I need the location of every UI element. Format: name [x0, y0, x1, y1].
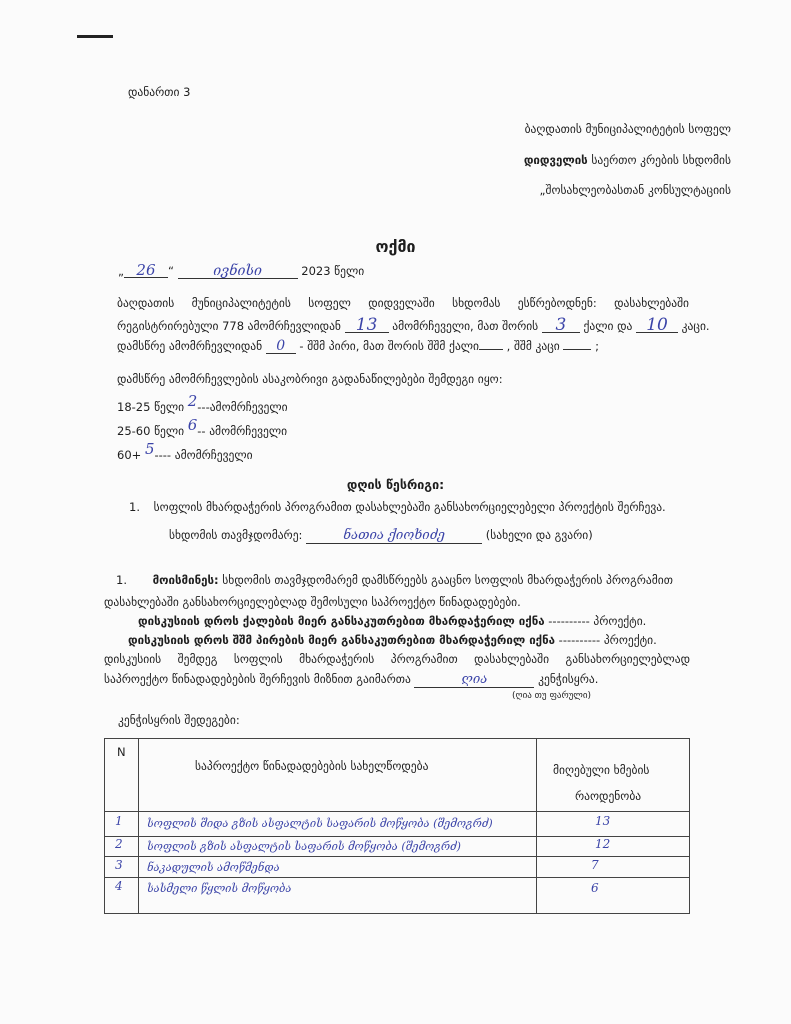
attended-count: 13: [345, 318, 389, 333]
women-support-tail: ---------- პროექტი.: [548, 614, 647, 628]
section1-line1: [116, 573, 673, 587]
village-name: დიდველის: [523, 153, 588, 167]
age-suffix: ---ამომრჩეველი: [197, 400, 288, 414]
results-table: [104, 738, 690, 914]
col-header-name: საპროექტო წინადადებების სახელწოდება: [195, 759, 429, 773]
row-votes: 7: [591, 858, 599, 872]
vote-type-hint: (ღია თუ ფარული): [512, 691, 592, 701]
vote-intro: საპროექტო წინადადებების შერჩევის მიზნით გაიმართა: [104, 672, 411, 686]
row-number: 1: [115, 814, 123, 828]
row-votes: 6: [591, 881, 599, 895]
age-count: 5: [144, 440, 155, 458]
section1-line4: [128, 633, 657, 647]
agenda-item: [129, 500, 666, 514]
row-votes: 12: [595, 837, 611, 851]
document-title: ოქმი: [375, 237, 416, 256]
age-range-label: 18-25 წელი: [117, 400, 185, 414]
women-text: ქალი და: [583, 319, 633, 333]
disabled-support-text: დისკუსიის დროს შშმ პირების მიერ განსაკუთრებით მხარდაჭერილ იქნა: [128, 633, 556, 647]
age-count: 6: [187, 416, 198, 434]
section1-line5: დისკუსიის შემდეგ სოფლის მხარდაჭერის პროგრამით დასახლებაში განსახორციელებლად: [104, 652, 690, 666]
header-line-3: „შოსახლეობასთან კონსულტაციის: [539, 183, 731, 197]
chair-name: ნათია ქიოხიძე: [306, 529, 482, 544]
women-count: 3: [542, 318, 580, 333]
disabled-women-text: - შშმ პირი, მათ შორის შშმ ქალი: [299, 339, 479, 353]
chair-line: [169, 528, 593, 544]
section1-line6: [104, 672, 598, 688]
quote-close: “: [167, 264, 174, 278]
disabled-men-blank: [563, 349, 591, 350]
men-text: კაცი.: [681, 319, 710, 333]
semicolon: ;: [595, 339, 599, 353]
row-project-name: სოფლის გზის ასფალტის საფარის მოწყობა (შემოგრძ): [147, 840, 461, 853]
annex-label: დანართი 3: [128, 85, 191, 99]
age-row-3: [117, 440, 253, 463]
section-number: 1.: [116, 573, 127, 587]
row-number: 3: [115, 858, 123, 872]
disabled-count: 0: [266, 339, 296, 354]
age-suffix: -- ამომრჩეველი: [197, 424, 288, 438]
disabled-women-blank: [479, 349, 503, 350]
col-header-votes-1: მიღებული ხმების: [553, 763, 650, 777]
row-project-name: ნაკადულის ამოწმენდა: [147, 861, 280, 874]
men-count: 10: [636, 318, 678, 333]
section-lead: მოისმინეს:: [152, 573, 219, 587]
disabled-support-tail: ---------- პროექტი.: [558, 633, 657, 647]
para1-line2: [117, 315, 710, 335]
age-row-2: [117, 416, 288, 439]
table-divider: [105, 856, 689, 857]
vote-tail: კენჭისყრა.: [538, 672, 599, 686]
date-month: ივნისი: [178, 264, 298, 279]
age-count: 2: [187, 392, 198, 410]
disabled-men-text: , შშმ კაცი: [506, 339, 560, 353]
table-divider: [105, 877, 689, 878]
section1-line2: დასახლებაში განსახორციელებლად შემოსული საპროექტო წინადადებები.: [104, 595, 521, 609]
results-label: კენჭისყრის შედეგები:: [118, 713, 240, 727]
col-header-n: N: [117, 745, 126, 759]
chair-hint: (სახელი და გვარი): [485, 528, 593, 542]
agenda-item-text: სოფლის მხარდაჭერის პროგრამით დასახლებაში განსახორციელებელი პროექტის შერჩევა.: [153, 500, 666, 514]
header-line-2: [524, 153, 731, 167]
registered-text: რეგისტრირებული 778 ამომრჩევლიდან: [117, 319, 341, 333]
age-range-label: 60+: [117, 448, 142, 462]
row-project-name: სასმელი წყლის მოწყობა: [147, 882, 292, 895]
voters-text: ამომრჩეველი, მათ შორის: [392, 319, 539, 333]
para1-line3: [117, 339, 599, 354]
agenda-heading: დღის წესრიგი:: [346, 477, 445, 492]
row-number: 2: [115, 837, 123, 851]
age-range-label: 25-60 წელი: [117, 424, 185, 438]
vote-type: ღია: [414, 673, 534, 688]
age-suffix: ---- ამომრჩეველი: [154, 448, 253, 462]
row-number: 4: [115, 879, 123, 893]
age-row-1: [117, 392, 288, 415]
table-divider: [138, 739, 139, 913]
col-header-votes-2: რაოდენობა: [575, 789, 642, 803]
row-project-name: სოფლის შიდა გზის ასფალტის საფარის მოწყობა (შემოგრძ): [147, 817, 493, 830]
para1-line1: ბაღდათის მუნიციპალიტეტის სოფელ დიდველაში სხდომას ესწრებოდნენ: დასახლებაში: [117, 296, 689, 310]
top-rule: [77, 35, 113, 38]
quote-open: „: [118, 264, 124, 278]
section1-line3: [138, 614, 646, 628]
disabled-intro: დამსწრე ამომრჩევლიდან: [117, 339, 263, 353]
date-day: 26: [124, 263, 168, 278]
women-support-text: დისკუსიის დროს ქალების მიერ განსაკუთრებით მხარდაჭერილ იქნა: [138, 614, 545, 628]
table-divider: [536, 739, 537, 913]
age-intro: დამსწრე ამომრჩევლების ასაკობრივი გადანაწილებები შემდეგი იყო:: [117, 372, 503, 386]
header-line-1: ბაღდათის მუნიციპალიტეტის სოფელ: [524, 122, 731, 136]
date-year: 2023 წელი: [301, 264, 365, 278]
section-text: სხდომის თავმჯდომარემ დამსწრეებს გააცნო სოფლის მხარდაჭერის პროგრამით: [222, 573, 673, 587]
date-line: [118, 263, 364, 279]
agenda-item-number: 1.: [129, 500, 140, 514]
row-votes: 13: [595, 814, 611, 828]
table-divider: [105, 811, 689, 812]
chair-label: სხდომის თავმჯდომარე:: [169, 528, 303, 542]
header-line-2-rest: საერთო კრების სხდომის: [591, 153, 731, 167]
